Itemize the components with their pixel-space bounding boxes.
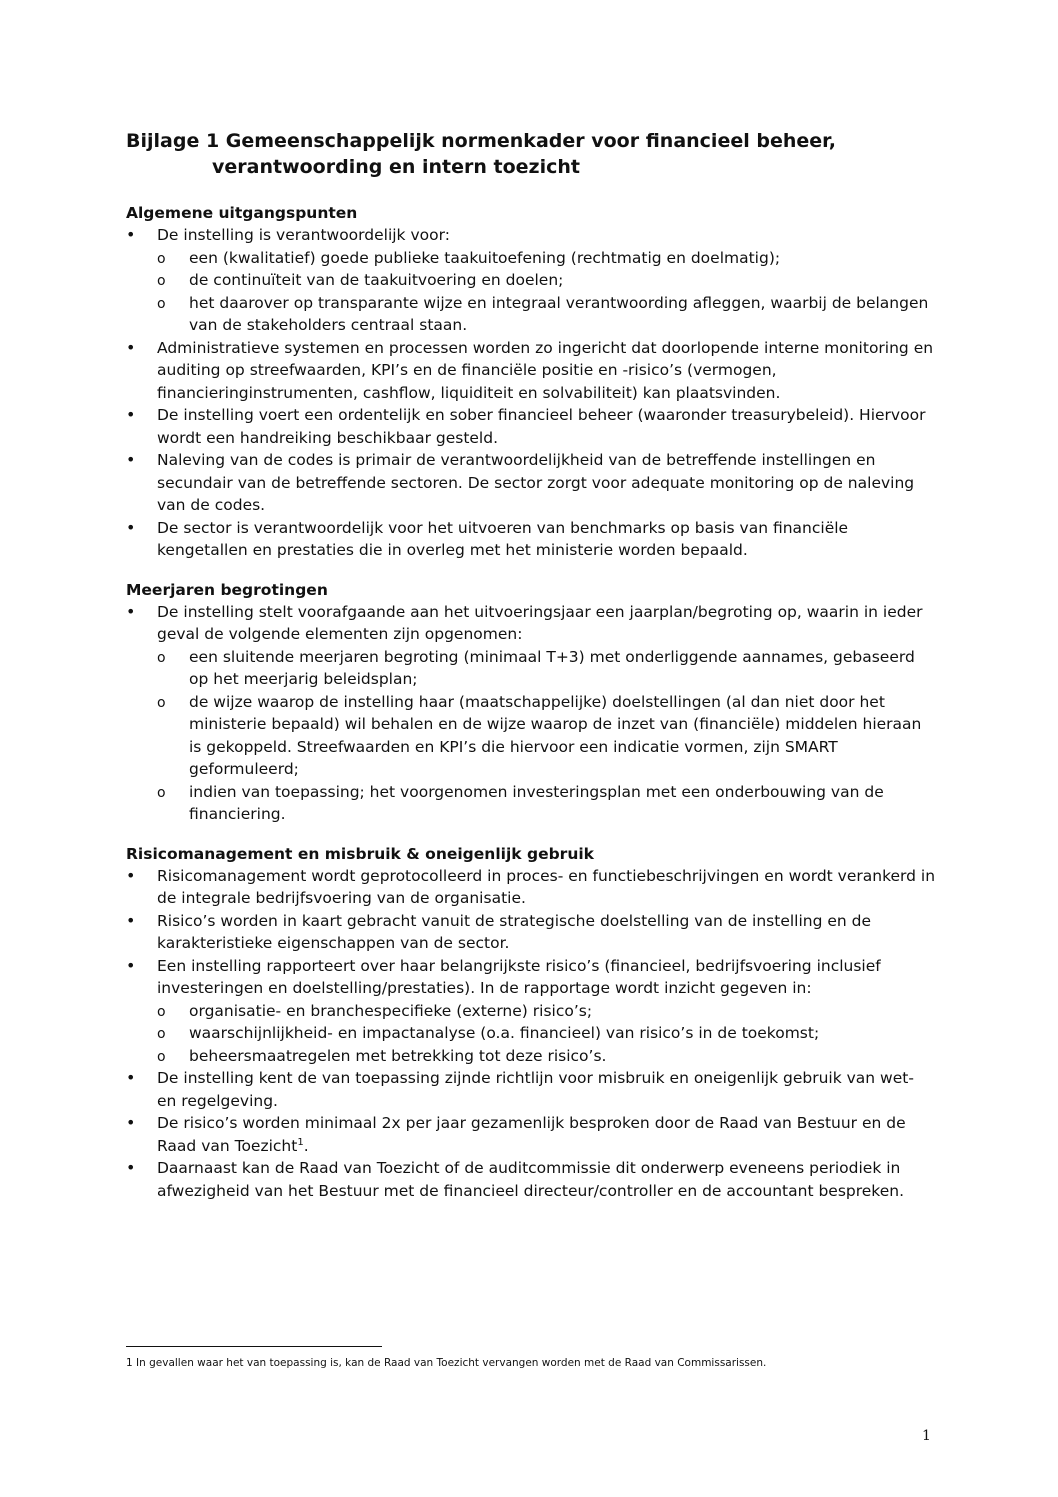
list-item-text: De sector is verantwoordelijk voor het uitvoeren van benchmarks op basis van financiële kengetallen en prestaties die in overleg met het ministerie worden bepaald.: [157, 518, 849, 559]
bullet-icon: •: [126, 865, 136, 885]
sub-bullet-list: [157, 247, 936, 337]
sub-list-item-text: waarschijnlijkheid- en impactanalyse (o.a. financieel) van risico’s in de toekomst;: [189, 1024, 820, 1042]
bullet-icon: •: [126, 405, 136, 424]
sub-list-item: [157, 269, 936, 292]
list-item: [126, 955, 936, 1068]
sub-bullet-list: [157, 1000, 936, 1068]
circle-bullet-icon: o: [157, 1026, 166, 1042]
bullet-list: [126, 224, 936, 562]
title-line-2: verantwoording en intern toezicht: [212, 156, 580, 178]
list-item-text: Administratieve systemen en processen worden zo ingericht dat doorlopende interne monitoring en auditing op streefwaarden, KPI’s en de financiële positie en -risico’s (vermogen, financieringinstrumenten, cashflow, liquiditeit en solvabiliteit) kan plaatsvinden.: [157, 338, 934, 402]
list-item-text: De instelling kent de van toepassing zijnde richtlijn voor misbruik en oneigenlijk gebruik van wet- en regelgeving.: [157, 1069, 914, 1110]
bullet-icon: •: [126, 225, 136, 244]
sub-list-item-text: een sluitende meerjaren begroting (minimaal T+3) met onderliggende aannames, gebaseerd op het meerjarig beleidsplan;: [189, 647, 915, 688]
sub-list-item: [157, 781, 936, 826]
sub-bullet-list: [157, 646, 936, 826]
list-item-text: Risico’s worden in kaart gebracht vanuit de strategische doelstelling van de instelling en de karakteristieke eigenschappen van de sector.: [157, 911, 872, 952]
sub-list-item: [157, 292, 936, 337]
bullet-icon: •: [126, 450, 136, 469]
list-item: [126, 601, 936, 826]
list-item: [126, 910, 936, 955]
list-item: [126, 517, 936, 562]
list-item: [126, 865, 936, 910]
bullet-icon: •: [126, 601, 136, 621]
section: [126, 202, 936, 562]
footnote-divider: [126, 1346, 382, 1347]
section: [126, 579, 936, 826]
section-heading: Risicomanagement en misbruik & oneigenlijk gebruik: [126, 844, 594, 863]
bullet-icon: •: [126, 1068, 136, 1087]
bullet-icon: •: [126, 955, 136, 975]
sections-container: [126, 202, 936, 1202]
list-item: [126, 404, 936, 449]
sub-list-item: [157, 1045, 936, 1068]
list-item: [126, 337, 936, 405]
list-item: [126, 449, 936, 517]
sub-list-item-text: indien van toepassing; het voorgenomen investeringsplan met een onderbouwing van de financiering.: [189, 782, 884, 823]
page-content: [126, 128, 936, 1219]
list-item: [126, 224, 936, 337]
sub-list-item: [157, 646, 936, 691]
sub-list-item-text: een (kwalitatief) goede publieke taakuitoefening (rechtmatig en doelmatig);: [189, 248, 781, 267]
bullet-icon: •: [126, 1158, 136, 1177]
list-item-text: De instelling is verantwoordelijk voor:: [157, 226, 450, 244]
title-line-1: Bijlage 1 Gemeenschappelijk normenkader voor financieel beheer,: [126, 130, 836, 152]
bullet-list: [126, 601, 936, 826]
circle-bullet-icon: o: [157, 784, 166, 801]
circle-bullet-icon: o: [157, 295, 166, 312]
list-item: [126, 1112, 936, 1157]
footnote-number: 1: [126, 1357, 133, 1369]
section-heading: Algemene uitgangspunten: [126, 204, 358, 222]
list-item: [126, 1157, 936, 1202]
sub-list-item-text: de wijze waarop de instelling haar (maatschappelijke) doelstellingen (al dan niet door het ministerie bepaald) wil behalen en de wijze waarop de inzet van (financiële) middelen hieraan is gekoppeld. Streefwaarden en KPI’s die hiervoor een indicatie vormen, zijn SMART geformuleerd;: [189, 692, 922, 778]
list-item-text: De instelling stelt voorafgaande aan het uitvoeringsjaar een jaarplan/begroting op, waarin in ieder geval de volgende elementen zijn opgenomen:: [157, 602, 923, 643]
sub-list-item: [157, 1000, 936, 1023]
sub-list-item-text: organisatie- en branchespecifieke (externe) risico’s;: [189, 1001, 593, 1020]
list-item-tail: .: [303, 1136, 309, 1155]
sub-list-item-text: het daarover op transparante wijze en integraal verantwoording afleggen, waarbij de belangen van de stakeholders centraal staan.: [189, 293, 929, 334]
circle-bullet-icon: o: [157, 1003, 166, 1020]
circle-bullet-icon: o: [157, 694, 166, 711]
list-item-text: Risicomanagement wordt geprotocolleerd in proces- en functiebeschrijvingen en wordt verankerd in de integrale bedrijfsvoering van de organisatie.: [157, 866, 936, 907]
circle-bullet-icon: o: [157, 1048, 166, 1065]
sub-list-item: [157, 691, 936, 781]
footnote-reference: 1: [297, 1136, 304, 1148]
sub-list-item-text: beheersmaatregelen met betrekking tot deze risico’s.: [189, 1046, 607, 1065]
footnote-text: In gevallen waar het van toepassing is, kan de Raad van Toezicht vervangen worden met de Raad van Commissarissen.: [136, 1357, 767, 1369]
document-title: [126, 128, 936, 180]
bullet-list: [126, 865, 936, 1203]
bullet-icon: •: [126, 517, 136, 537]
bullet-icon: •: [126, 337, 136, 357]
list-item-text: De risico’s worden minimaal 2x per jaar gezamenlijk besproken door de Raad van Bestuur en de Raad van Toezicht: [157, 1114, 906, 1155]
section-heading: Meerjaren begrotingen: [126, 580, 328, 599]
list-item-text: De instelling voert een ordentelijk en sober financieel beheer (waaronder treasurybeleid). Hiervoor wordt een handreiking beschikbaar gesteld.: [157, 406, 926, 447]
list-item: [126, 1067, 936, 1112]
bullet-icon: •: [126, 910, 136, 930]
circle-bullet-icon: o: [157, 273, 166, 289]
sub-list-item-text: de continuïteit van de taakuitvoering en doelen;: [189, 271, 564, 289]
circle-bullet-icon: o: [157, 250, 166, 267]
sub-list-item: [157, 1022, 936, 1045]
circle-bullet-icon: o: [157, 649, 166, 666]
list-item-text: Daarnaast kan de Raad van Toezicht of de auditcommissie dit onderwerp eveneens periodiek in afwezigheid van het Bestuur met de financieel directeur/controller en de accountant bespreken.: [157, 1159, 905, 1200]
footnote: [126, 1356, 946, 1370]
page-number: 1: [922, 1428, 931, 1444]
list-item-text: Een instelling rapporteert over haar belangrijkste risico’s (financieel, bedrijfsvoering inclusief investeringen en doelstelling/prestaties). In de rapportage wordt inzicht gegeven in:: [157, 956, 881, 997]
list-item-text: Naleving van de codes is primair de verantwoordelijkheid van de betreffende instellingen en secundair van de betreffende sectoren. De sector zorgt voor adequate monitoring op de naleving van de codes.: [157, 451, 915, 514]
sub-list-item: [157, 247, 936, 270]
bullet-icon: •: [126, 1113, 136, 1132]
section: [126, 843, 936, 1203]
